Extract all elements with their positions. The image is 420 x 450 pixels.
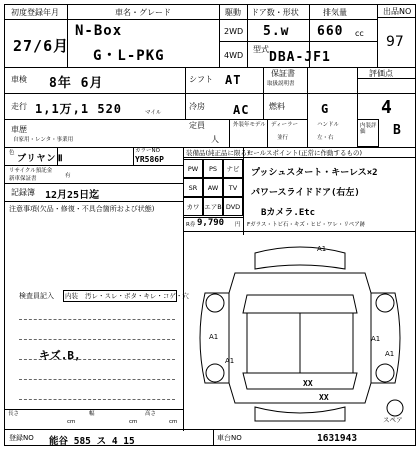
length-unit: cm [67,419,76,425]
recycle-value: 有 [65,173,71,179]
mileage-value: 1,1万,1 520 [35,102,123,116]
mileage-label: 走行 [11,102,27,111]
fuel-label: 燃料 [269,102,285,111]
damage-mark: XX [303,379,313,388]
damage-mark: A1 [385,350,395,358]
score-value: 4 [381,97,393,118]
dealer-sub: 並行 [277,135,289,141]
inspector-interior-items: 汚レ・スレ・ボタ・キレ・コゲ・穴 [85,292,189,300]
model-value: DBA-JF1 [269,50,331,65]
equipment-label: 装備品(純正品に限る) [186,149,250,157]
history-label: 車歴 [11,125,27,134]
divider [247,5,248,67]
divider [377,5,378,67]
divider [183,231,415,232]
equipment-item: カワ [183,197,203,216]
displacement-value: 660 [317,24,344,39]
door-label: ドア数・形状 [251,8,299,17]
ac-value: AC [233,103,250,117]
line [19,379,175,380]
divider [5,201,183,202]
divider [267,119,268,147]
capacity-label: 定員 [189,121,205,130]
history-sub: 自家用・レンタ・事業用 [13,137,74,143]
shift-label: シフト [189,75,213,84]
inspector-note: キズ.B, [39,349,81,362]
divider [5,429,415,430]
auction-sheet [4,4,416,446]
r-label: R券 [186,222,196,228]
damage-mark: A1 [317,245,327,253]
reg-no-label: 登録NO [9,434,34,442]
glass-label: Fガラス・トビ石・キズ・ヒビ・ワレ・リペア跡 [247,222,366,228]
length-label: 長さ [8,411,20,417]
width-label: 幅 [89,411,95,417]
equipment-item: PS [203,159,223,178]
divider [213,429,214,445]
door-value: 5.w [263,24,290,39]
divider [5,19,377,20]
equipment-item: SR [183,178,203,197]
divider [5,183,183,184]
divider [183,157,415,158]
divider [377,17,415,18]
selling-point-3: Bカメラ.Etc [261,208,316,218]
capacity-unit: 人 [211,135,219,144]
divider [247,41,377,42]
equipment-item: PW [183,159,203,178]
handle-sub: 左・右 [317,135,334,141]
divider [229,119,230,147]
color-no-label: カラーNO [135,148,160,154]
displacement-unit: cc [355,29,364,38]
inspection-label: 車検 [11,75,27,84]
record-label: 記録簿 [11,188,35,197]
notes-label: 注意事項(欠品・修復・不具合箇所および状態) [9,205,155,213]
car-name-label: 車名・グレード [115,8,171,17]
lot-value: 97 [386,34,404,50]
chassis-label: 車台NO [217,434,242,442]
color-value: ブリヤンⅢ [17,154,64,164]
ext-year-label: 外装年モデル [233,122,266,128]
displacement-label: 排気量 [323,8,347,17]
fuel-value: G [321,102,330,116]
divider [357,78,415,79]
divider [5,165,183,166]
handle-label: ハンドル [317,122,340,128]
divider [5,409,183,410]
divider [219,5,220,67]
drive-label: 駆動 [225,8,241,17]
equipment-item: エアB [203,197,223,216]
car-name-value: N-Box [75,23,123,39]
divider [133,147,134,165]
first-reg-label: 初度登録年月 [11,8,59,17]
reg-no-value: 能谷 585 ス 4 15 [49,436,135,447]
selling-points-label: セールスポイント(正常に作動するもの) [247,149,362,157]
grade-value: G・L-PKG [93,48,165,64]
equipment-item: AW [203,178,223,197]
equipment-item: TV [223,178,243,197]
divider [243,147,244,235]
line [19,319,175,320]
car-diagram [185,233,415,429]
color-label: 色 [9,150,15,156]
divider [5,147,415,148]
record-value: 12月25日迄 [45,190,100,201]
score-label: 評価点 [369,69,393,78]
divider [5,93,415,94]
interior-label: 内装評価 [360,123,377,135]
ac-label: 冷房 [189,102,205,111]
lot-label: 出品NO [383,7,412,16]
divider [5,67,415,68]
chassis-value: 1631943 [317,433,358,444]
line [19,399,175,400]
new-car-label: 新車保証書 [9,176,37,182]
divider [219,41,247,42]
selling-point-1: プッシュスタート・キーレス×2 [251,168,378,178]
equipment-item: DVD [223,197,243,216]
inspection-value: 8年 6月 [49,76,104,91]
recycle-label: リサイクル預託金 [9,168,53,174]
shift-value: AT [225,73,242,87]
height-unit: cm [169,419,178,425]
height-label: 高さ [145,411,157,417]
spare-label: スペア [383,416,403,424]
divider [307,67,308,147]
divider [185,67,186,119]
r-unit: 円 [235,222,241,228]
color-no-value: YR586P [135,155,164,164]
divider [5,119,307,120]
inspector-label: 検査員記入 [19,292,54,300]
damage-mark: A1 [225,357,235,365]
divider [263,67,264,93]
model-label: 型式 [253,45,269,54]
first-reg-value: 27/6月 [13,37,70,55]
line [19,339,175,340]
inspector-interior-label: 内装 [65,292,78,300]
damage-mark: A1 [371,335,381,343]
dealer-label: ディーラー [271,122,299,128]
drive-2wd: 2WD [224,27,244,36]
warranty-label: 保証書 [271,69,295,78]
selling-point-2: パワースライドドア(右左) [251,188,360,198]
damage-mark: A1 [209,333,219,341]
damage-mark: XX [319,393,329,402]
warranty-sub: 取扱説明書 [267,81,295,87]
mileage-unit: マイル [145,110,162,116]
equipment-item: ナビ [223,159,243,178]
r-value: 9,790 [197,218,225,228]
divider [263,93,264,119]
width-unit: cm [129,419,138,425]
interior-value: B [393,123,402,138]
drive-4wd: 4WD [224,51,244,60]
